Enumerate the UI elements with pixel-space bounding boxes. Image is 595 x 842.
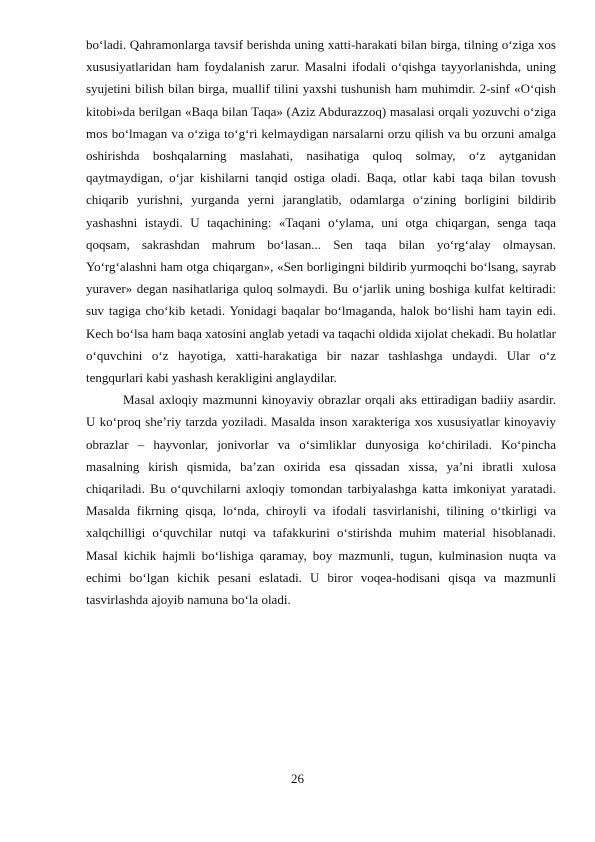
paragraph-2: Masal axloqiy mazmunni kinoyaviy obrazlar orqali aks ettiradigan badiiy asardir. U ko‘proq she’riy tarzda yoziladi. Masalda inson xarakteriga xos xususiyatlar kinoyaviy obrazlar – hayvonlar, jonivorlar va o‘simliklar dunyosiga ko‘chiriladi. Ko‘pincha masalning kirish qismida, ba’zan oxirida esa qissadan xissa, ya’ni ibratli xulosa chiqariladi. Bu o‘quvchilarni axloqiy tomondan tarbiyalashga katta imkoniyat yaratadi. Masalda fikrning qisqa, lo‘nda, chiroyli va ifodali tasvirlanishi, tilining o‘tkirligi va xalqchilligi o‘quvchilar nutqi va tafakkurini o‘stirishda muhim material hisoblanadi. Masal kichik hajmli bo‘lishiga qaramay, boy mazmunli, tugun, kulminasion nuqta va echimi bo‘lgan kichik pesani eslatadi. U biror voqea-hodisani qisqa va mazmunli tasvirlashda ajoyib namuna bo‘la oladi. <box>86 392 556 608</box>
paragraph-1: bo‘ladi. Qahramonlarga tavsif berishda uning xatti-harakati bilan birga, tilning o‘ziga xos xususiyatlaridan ham foydalanish zarur. Masalni ifodali o‘qishga tayyorlanishda, uning syujetini bilish bilan birga, muallif tilini yaxshi tushunish ham muhimdir. 2-sinf «O‘qish kitobi»da berilgan «Baqa bilan Taqa» (Aziz Abdurazzoq) masalasi orqali yozuvchi o‘ziga mos bo‘lmagan va o‘ziga to‘g‘ri kelmaydigan narsalarni orzu qilish va bu orzuni amalga oshirishda boshqalarning maslahati, nasihatiga quloq solmay, o‘z aytganidan qaytmaydigan, o‘jar kishilarni tanqid ostiga oladi. Baqa, otlar kabi taqa bilan tovush chiqarib yurishni, yurganda yerni jaranglatib, odamlarga o‘zining borligini bildirib yashashni istaydi. U taqachining: «Taqani o‘ylama, uni otga chiqargan, senga taqa qoqsam, sakrashdan mahrum bo‘lasan... Sen taqa bilan yo‘rg‘alay olmaysan. Yo‘rg‘alashni ham otga chiqargan», «Sen borligingni bildirib yurmoqchi bo‘lsang, sayrab yuraver» degan nasihatlariga quloq solmaydi. Bu o‘jarlik uning boshiga kulfat keltiradi: suv tagiga cho‘kib ketadi. Yonidagi baqalar bo‘lmaganda, halok bo‘lishi ham tayin edi. Kech bo‘lsa ham baqa xatosini anglab yetadi va taqachi oldida xijolat chekadi. Bu holatlar o‘quvchini o‘z hayotiga, xatti-harakatiga bir nazar tashlashga undaydi. Ular o‘z tengqurlari kabi yashash kerakligini anglaydilar. <box>86 37 557 386</box>
page-number: 26 <box>291 771 304 786</box>
body-text <box>86 34 556 611</box>
